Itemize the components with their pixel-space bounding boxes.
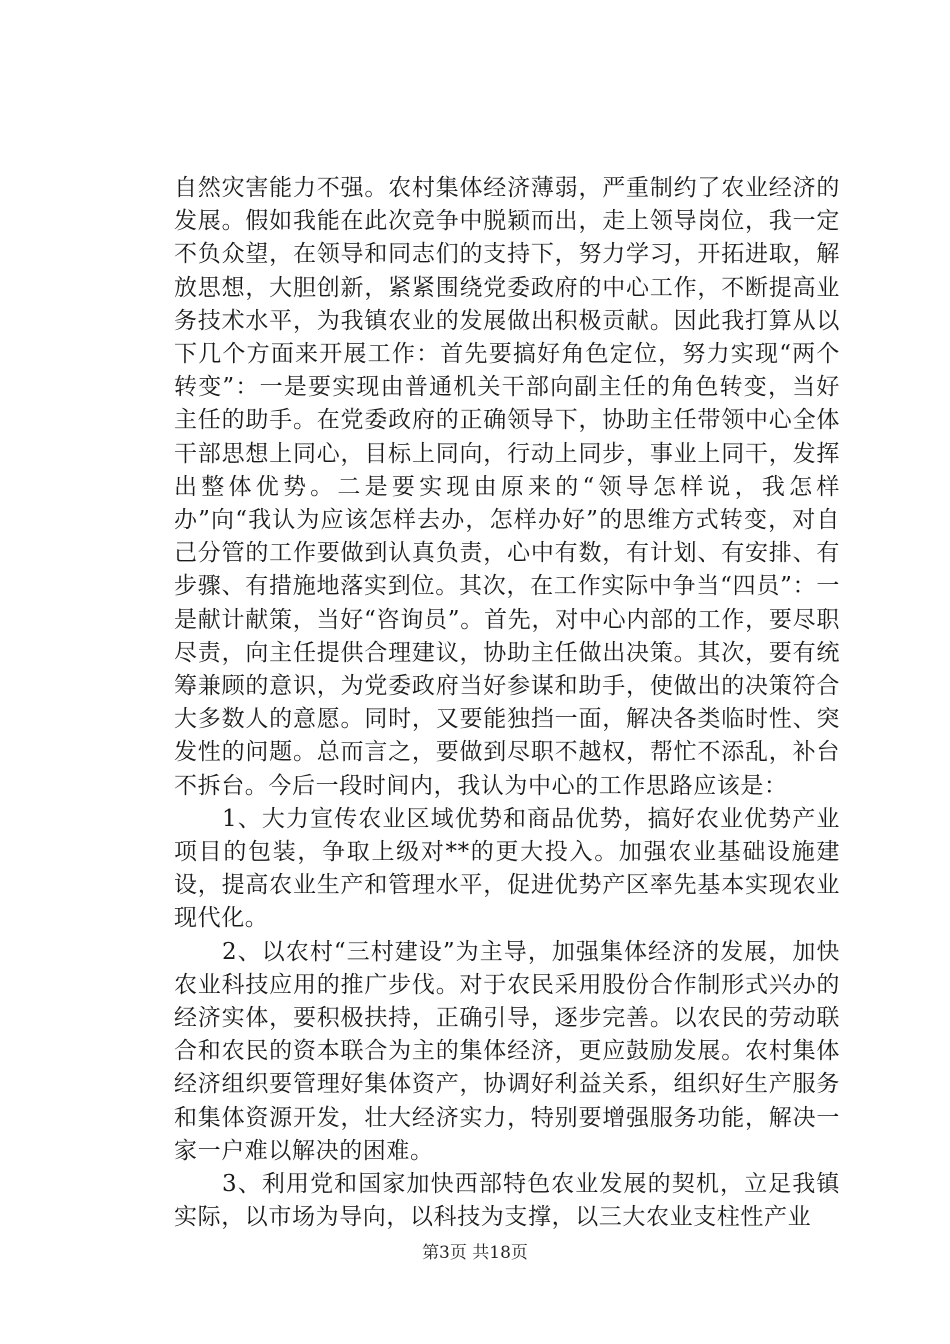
document-body bbox=[174, 172, 840, 1235]
page-number-footer: 第3页 共18页 bbox=[422, 1243, 528, 1263]
paragraph-item-2: 2、以农村“三村建设”为主导，加强集体经济的发展，加快农业科技应用的推广步伐。对于农民采用股份合作制形式兴办的经济实体，要积极扶持，正确引导，逐步完善。以农民的劳动联合和农民的资本联合为主的集体经济，更应鼓励发展。农村集体经济组织要管理好集体资产，协调好利益关系，组织好生产服务和集体资源开发，壮大经济实力，特别要增强服务功能，解决一家一户难以解决的困难。 bbox=[174, 938, 840, 1164]
paragraph-continuation: 自然灾害能力不强。农村集体经济薄弱，严重制约了农业经济的发展。假如我能在此次竞争中脱颖而出，走上领导岗位，我一定不负众望，在领导和同志们的支持下，努力学习，开拓进取，解放思想，大胆创新，紧紧围绕党委政府的中心工作，不断提高业务技术水平，为我镇农业的发展做出积极贡献。因此我打算从以下几个方面来开展工作：首先要搞好角色定位，努力实现“两个转变”：一是要实现由普通机关干部向副主任的角色转变，当好主任的助手。在党委政府的正确领导下，协助主任带领中心全体干部思想上同心，目标上同向，行动上同步，事业上同干，发挥出整体优势。二是要实现由原来的“领导怎样说，我怎样办”向“我认为应该怎样去办，怎样办好”的思维方式转变，对自己分管的工作要做到认真负责，心中有数，有计划、有安排、有步骤、有措施地落实到位。其次，在工作实际中争当“四员”：一是献计献策，当好“咨询员”。首先，对中心内部的工作，要尽职尽责，向主任提供合理建议，协助主任做出决策。其次，要有统筹兼顾的意识，为党委政府当好参谋和助手，使做出的决策符合大多数人的意愿。同时，又要能独挡一面，解决各类临时性、突发性的问题。总而言之，要做到尽职不越权，帮忙不添乱，补台不拆台。今后一段时间内，我认为中心的工作思路应该是： bbox=[174, 175, 840, 799]
paragraph-item-3: 3、利用党和国家加快西部特色农业发展的契机，立足我镇实际，以市场为导向，以科技为支撑，以三大农业支柱性产业 bbox=[174, 1171, 840, 1231]
paragraph-item-1: 1、大力宣传农业区域优势和商品优势，搞好农业优势产业项目的包装，争取上级对**的更大投入。加强农业基础设施建设，提高农业生产和管理水平，促进优势产区率先基本实现农业现代化。 bbox=[174, 805, 840, 932]
